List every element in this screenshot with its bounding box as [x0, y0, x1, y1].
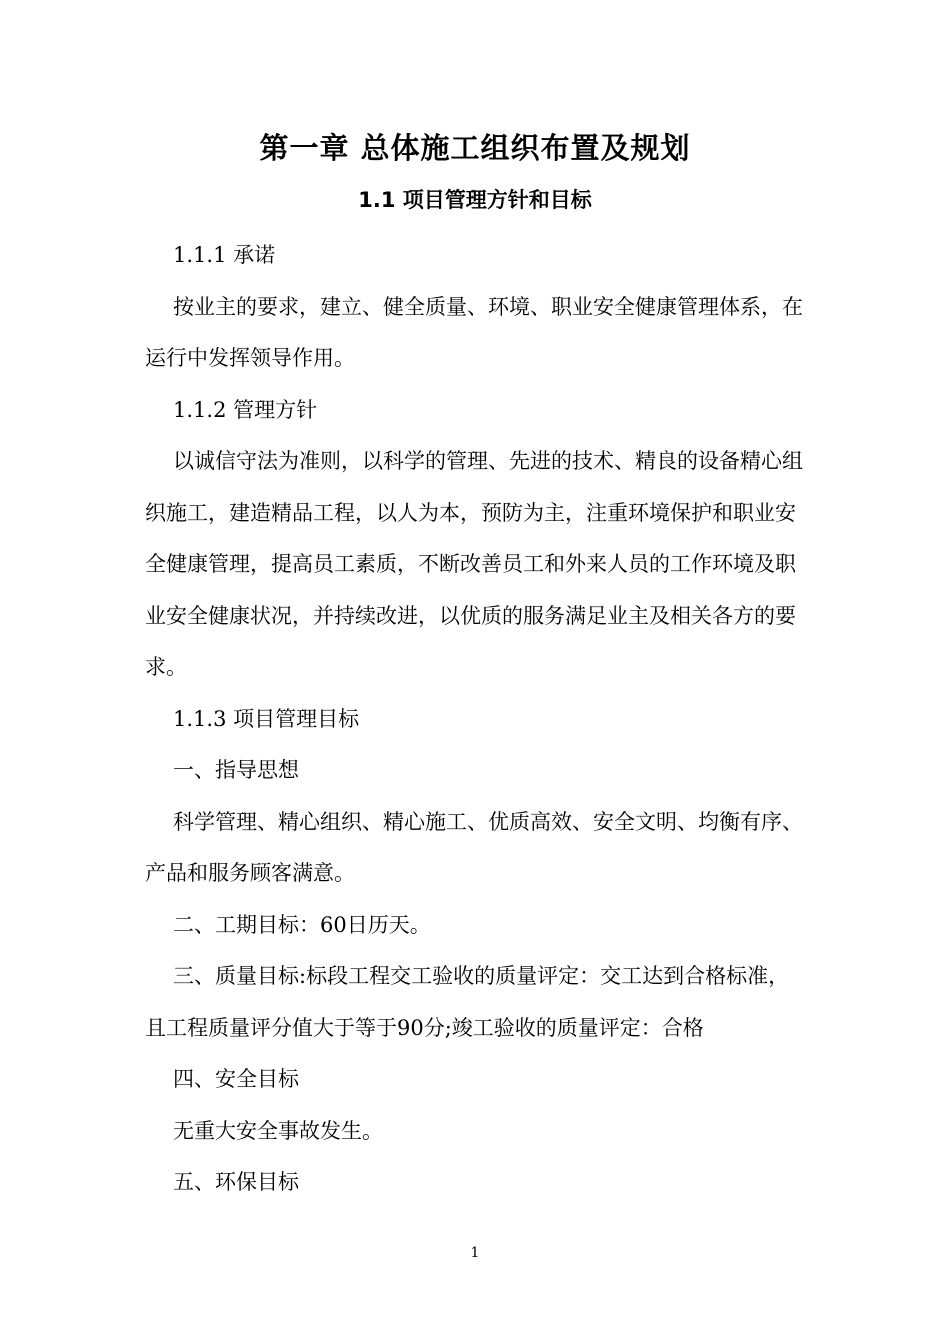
paragraph-safety-goal: 无重大安全事故发生。	[173, 1118, 383, 1143]
paragraph-guiding-thought: 科学管理、精心组织、精心施工、优质高效、安全文明、均衡有序、产品和服务顾客满意。	[145, 809, 803, 885]
paragraph-quality-goal: 三、质量目标:标段工程交工验收的质量评定：交工达到合格标准，且工程质量评分值大于等于90分;竣工验收的质量评定：合格	[145, 964, 790, 1040]
heading-management-policy: 1.1.2 管理方针	[173, 397, 318, 422]
section-title: 1.1 项目管理方针和目标	[358, 188, 592, 212]
heading-environment-goal: 五、环保目标	[173, 1170, 299, 1194]
heading-safety-goal: 四、安全目标	[173, 1067, 299, 1091]
chapter-title: 第一章 总体施工组织布置及规划	[259, 131, 691, 165]
paragraph-schedule-goal: 二、工期目标：60日历天。	[173, 912, 431, 937]
heading-commitment: 1.1.1 承诺	[173, 243, 276, 267]
document-body	[145, 230, 805, 1209]
page-number: 1	[470, 1245, 480, 1261]
paragraph-commitment: 按业主的要求，建立、健全质量、环境、职业安全健康管理体系，在运行中发挥领导作用。	[145, 294, 803, 370]
heading-management-goals: 1.1.3 项目管理目标	[173, 706, 360, 731]
heading-guiding-thought: 一、指导思想	[173, 758, 299, 782]
paragraph-management-policy: 以诚信守法为准则，以科学的管理、先进的技术、精良的设备精心组织施工，建造精品工程，以人为本，预防为主，注重环境保护和职业安全健康管理，提高员工素质，不断改善员工和外来人员的工作环境及职业安全健康状况，并持续改进，以优质的服务满足业主及相关各方的要求。	[145, 449, 803, 679]
